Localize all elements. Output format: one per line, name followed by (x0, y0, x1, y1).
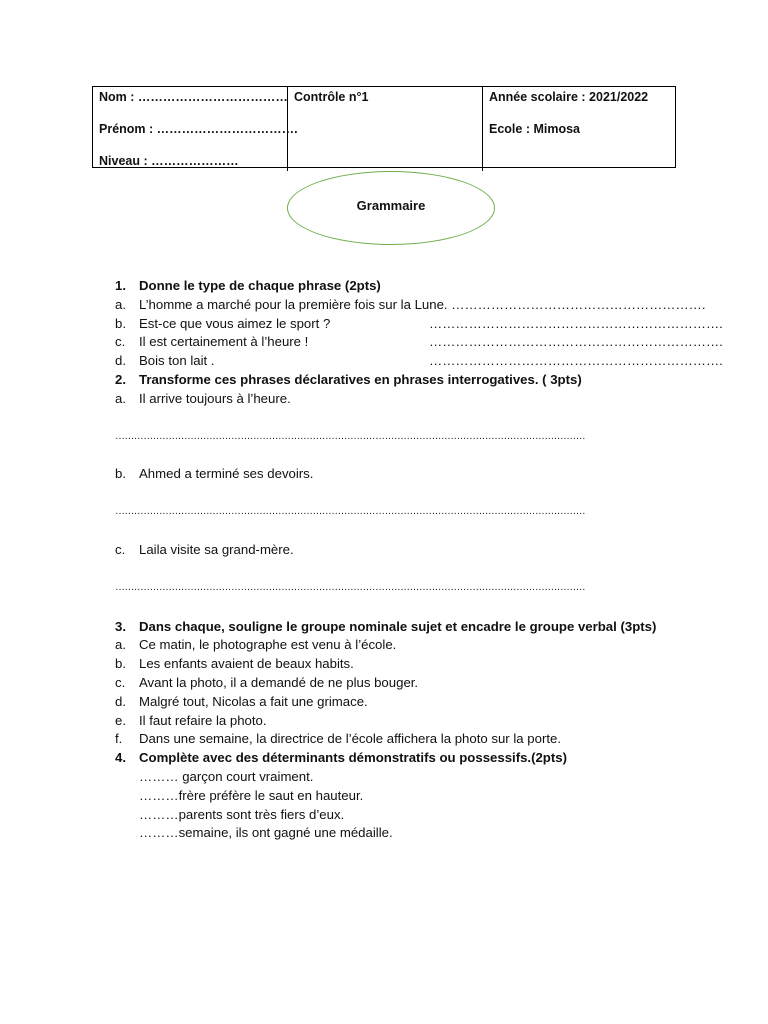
section2-number: 2. (115, 371, 126, 387)
section1-number: 1. (115, 278, 126, 293)
item-text: Il arrive toujours à l’heure. (139, 390, 291, 406)
section3-heading: Dans chaque, souligne le groupe nominale sujet et encadre le groupe verbal (3pts) (139, 618, 657, 634)
page-title: Grammaire (356, 197, 426, 213)
item-marker: f. (115, 731, 123, 747)
section4-item (115, 768, 675, 787)
item-text: Il faut refaire la photo. (139, 712, 267, 728)
item-text: Laila visite sa grand-mère. (139, 541, 294, 557)
student-info-cell (93, 87, 298, 171)
item-marker: b. (115, 315, 126, 331)
answer-dots: …………………………………………………………. (429, 353, 723, 369)
exercises (115, 277, 723, 843)
item-marker: c. (115, 541, 126, 557)
item-marker: c. (115, 334, 126, 350)
section2-item-a (115, 390, 675, 409)
item-text: Est-ce que vous aimez le sport ? (139, 315, 331, 331)
controle-label: Contrôle n°1 (294, 90, 369, 104)
controle-cell (288, 87, 483, 171)
section3-item-b (115, 655, 675, 674)
school-year: Année scolaire : 2021/2022 (489, 90, 649, 104)
section3-heading-row (115, 618, 675, 637)
item-text: Avant la photo, il a demandé de ne plus bouger. (139, 674, 419, 690)
item-marker: a. (115, 296, 126, 312)
item-text: Dans une semaine, la directrice de l’école affichera la photo sur la porte. (139, 731, 561, 747)
section1-heading: Donne le type de chaque phrase (2pts) (139, 278, 381, 293)
item-marker: d. (115, 693, 126, 709)
item-text: Ahmed a terminé ses devoirs. (139, 466, 314, 482)
item-text: ……… garçon court vraiment. (139, 768, 314, 784)
item-text: ………semaine, ils ont gagné une médaille. (139, 825, 393, 841)
section3-number: 3. (115, 618, 126, 634)
section2-item-c (115, 541, 675, 560)
prenom-field: Prénom : ……………………………. (99, 122, 298, 136)
answer-dots: …………………………………………………………. (429, 315, 723, 331)
section3-item-e (115, 712, 675, 731)
section3-item-d (115, 693, 675, 712)
item-text: ………frère préfère le saut en hauteur. (139, 787, 364, 803)
section4-item (115, 806, 675, 825)
school-name: Ecole : Mimosa (489, 122, 580, 136)
item-marker: a. (115, 390, 126, 406)
nom-field: Nom : ……………………………… (99, 90, 288, 104)
section2-heading: Transforme ces phrases déclaratives en phrases interrogatives. ( 3pts) (139, 371, 582, 387)
answer-line[interactable]: …………………………………………………………………………………………………………………………………… (115, 581, 586, 593)
answer-dots: …………………………………………………………. (429, 334, 723, 350)
item-marker: e. (115, 712, 126, 728)
item-text: Malgré tout, Nicolas a fait une grimace. (139, 693, 368, 709)
title-ellipse (287, 171, 495, 245)
item-marker: d. (115, 353, 126, 369)
section3-item-f (115, 730, 675, 749)
section4-item (115, 824, 675, 843)
item-text: Ce matin, le photographe est venu à l’école. (139, 637, 397, 653)
section3-item-a (115, 636, 675, 655)
section1-heading-row (115, 277, 675, 296)
section1-item-a (115, 296, 706, 315)
item-text: Les enfants avaient de beaux habits. (139, 656, 354, 672)
item-marker: c. (115, 674, 126, 690)
item-marker: a. (115, 637, 126, 653)
section1-item-d (115, 352, 723, 371)
item-text: ………parents sont très fiers d’eux. (139, 806, 345, 822)
item-text: L’homme a marché pour la première fois sur la Lune. …………………………………………………. (139, 296, 706, 312)
item-marker: b. (115, 466, 126, 482)
section4-heading: Complète avec des déterminants démonstratifs ou possessifs.(2pts) (139, 750, 567, 766)
section1-item-b (115, 315, 723, 334)
section2-heading-row (115, 371, 675, 390)
niveau-field: Niveau : ………………… (99, 154, 239, 168)
section1-item-c (115, 333, 723, 352)
section4-number: 4. (115, 750, 126, 766)
school-info-cell (483, 87, 675, 171)
section4-item (115, 787, 675, 806)
answer-line[interactable]: …………………………………………………………………………………………………………………………………… (115, 506, 586, 518)
item-text: Il est certainement à l’heure ! (139, 334, 309, 350)
section3-item-c (115, 674, 675, 693)
answer-line[interactable]: …………………………………………………………………………………………………………………………………… (115, 430, 586, 442)
item-text: Bois ton lait . (139, 353, 215, 369)
section2-item-b (115, 465, 675, 484)
section4-heading-row (115, 749, 675, 768)
header-table (92, 86, 676, 168)
item-marker: b. (115, 656, 126, 672)
